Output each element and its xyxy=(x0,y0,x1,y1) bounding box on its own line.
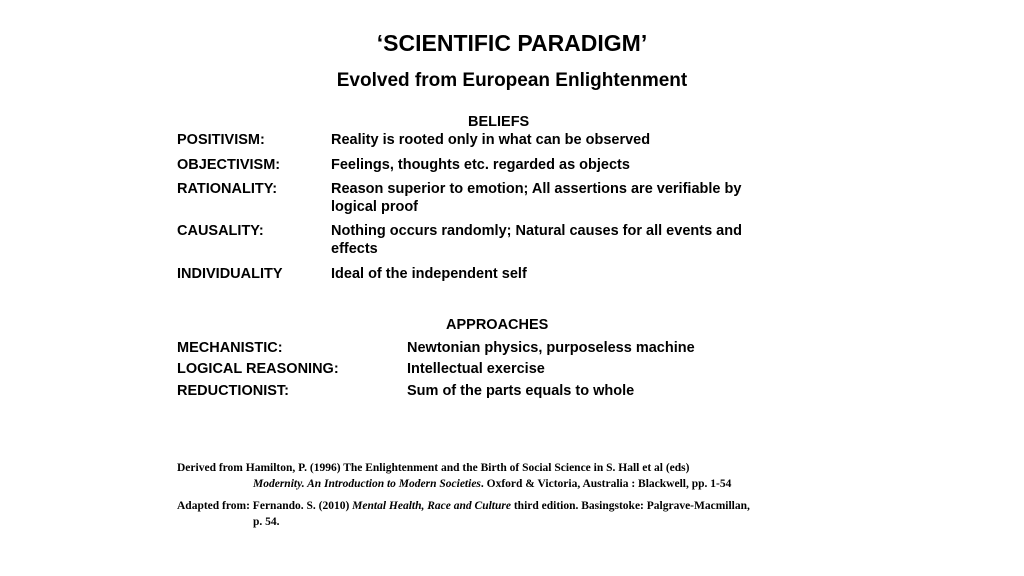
reference-fernando-title: Mental Health, Race and Culture xyxy=(352,500,511,512)
belief-description: Reason superior to emotion; All assertions are verifiable by logical proof xyxy=(331,181,742,215)
approach-description: Intellectual exercise xyxy=(407,361,545,377)
belief-term: CAUSALITY: xyxy=(177,223,264,239)
belief-description: Feelings, thoughts etc. regarded as objects xyxy=(331,157,630,173)
approach-description: Sum of the parts equals to whole xyxy=(407,383,635,399)
reference-hamilton xyxy=(177,460,837,492)
reference-hamilton-line1: Derived from Hamilton, P. (1996) The Enlightenment and the Birth of Social Science in S. Hall et al (eds) xyxy=(177,462,690,474)
belief-term: OBJECTIVISM: xyxy=(177,157,281,173)
reference-fernando-prefix: Adapted from: Fernando. S. (2010) xyxy=(177,500,353,512)
reference-fernando xyxy=(177,498,837,530)
belief-description: Nothing occurs randomly; Natural causes for all events and effects xyxy=(331,223,742,257)
belief-description: Ideal of the independent self xyxy=(331,266,527,282)
approach-description: Newtonian physics, purposeless machine xyxy=(407,340,695,356)
reference-hamilton-publisher: . Oxford & Victoria, Australia : Blackwell, pp. 1-54 xyxy=(480,478,732,490)
reference-hamilton-line2 xyxy=(177,476,837,492)
belief-term: RATIONALITY: xyxy=(177,181,278,197)
belief-term: INDIVIDUALITY xyxy=(177,266,283,282)
slide-subtitle: Evolved from European Enlightenment xyxy=(336,70,688,91)
belief-term: POSITIVISM: xyxy=(177,132,265,148)
reference-fernando-suffix: third edition. Basingstoke: Palgrave-Macmillan, xyxy=(510,500,750,512)
approach-term: REDUCTIONIST: xyxy=(177,383,289,399)
reference-hamilton-title: Modernity. An Introduction to Modern Societies xyxy=(253,478,481,490)
approach-term: MECHANISTIC: xyxy=(177,340,283,356)
belief-description: Reality is rooted only in what can be observed xyxy=(331,132,651,148)
reference-fernando-page: p. 54. xyxy=(253,516,280,528)
approach-term: LOGICAL REASONING: xyxy=(177,361,339,377)
beliefs-heading: BELIEFS xyxy=(468,114,530,130)
approaches-heading: APPROACHES xyxy=(446,317,549,333)
slide-title: ‘SCIENTIFIC PARADIGM’ xyxy=(376,30,648,56)
